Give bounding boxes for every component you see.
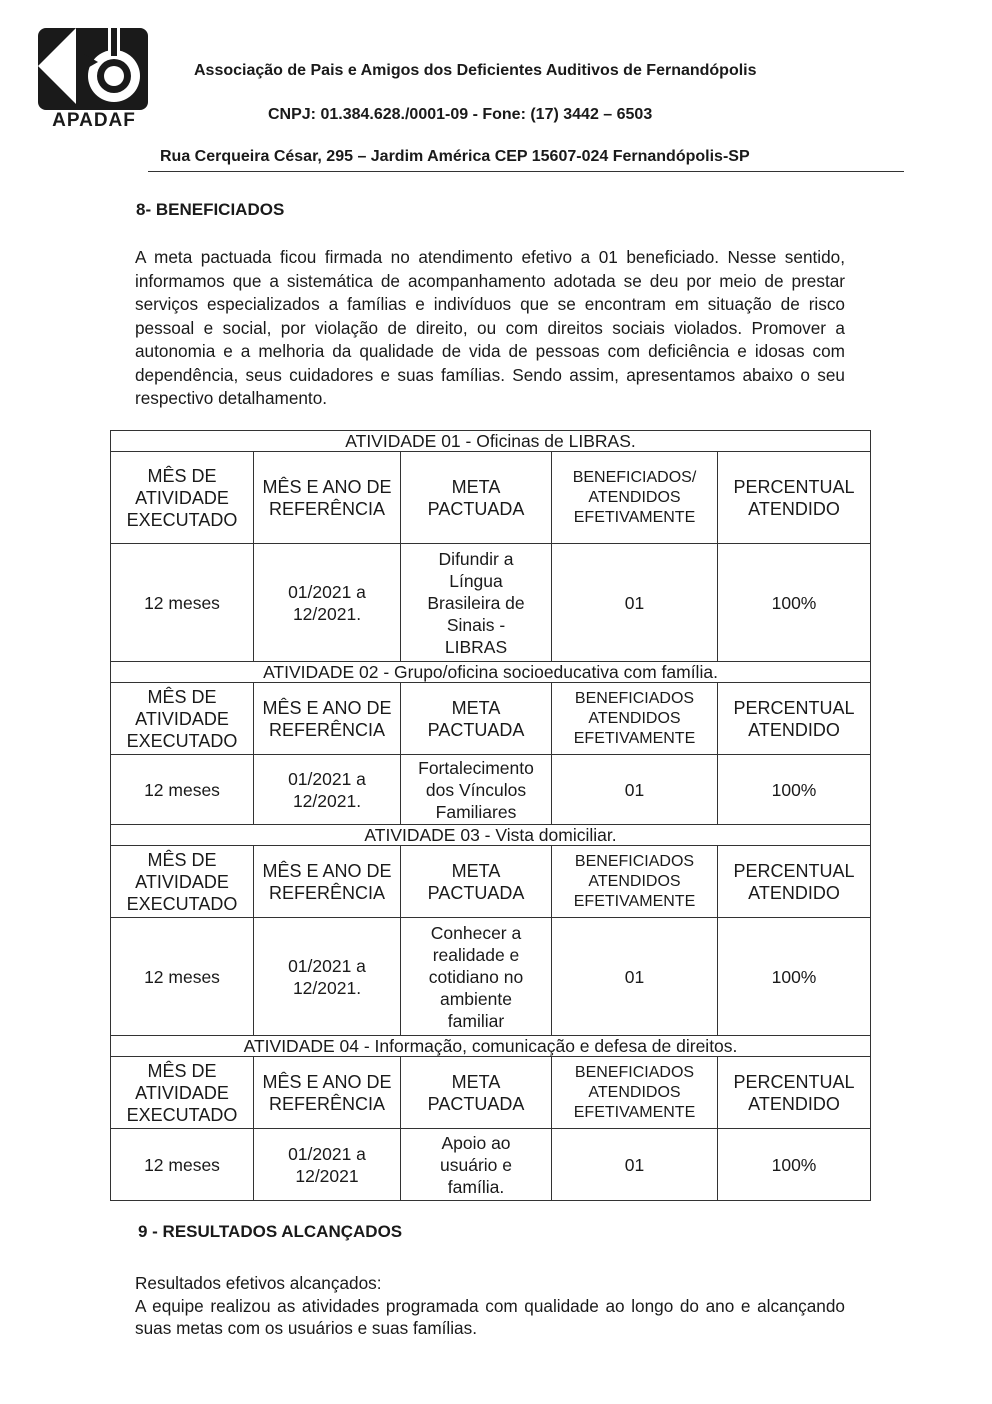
section-9-body: [135, 1272, 845, 1340]
cell-beneficiaries: 01: [552, 544, 718, 662]
header-percentage: PERCENTUAL ATENDIDO: [718, 452, 871, 544]
cell-beneficiaries: 01: [552, 755, 718, 825]
cell-percentage: 100%: [718, 755, 871, 825]
activity-title-row: [111, 1036, 871, 1057]
activity-header-row: [111, 452, 871, 544]
header-percentage: PERCENTUAL ATENDIDO: [718, 683, 871, 755]
header-month-executed: MÊS DE ATIVIDADE EXECUTADO: [111, 846, 254, 918]
activity-data-row: [111, 918, 871, 1036]
cell-months: 12 meses: [111, 544, 254, 662]
activity-data-row: [111, 755, 871, 825]
activity-title: ATIVIDADE 02 - Grupo/oficina socioeducativa com família.: [111, 662, 871, 683]
cell-goal: Apoio ao usuário e família.: [401, 1129, 552, 1201]
cell-reference-period: 01/2021 a 12/2021.: [254, 755, 401, 825]
header-reference-month-year: MÊS E ANO DE REFERÊNCIA: [254, 683, 401, 755]
header-beneficiaries: BENEFICIADOS/ ATENDIDOS EFETIVAMENTE: [552, 452, 718, 544]
cell-reference-period: 01/2021 a 12/2021.: [254, 918, 401, 1036]
header-month-executed: MÊS DE ATIVIDADE EXECUTADO: [111, 1057, 254, 1129]
cnpj-phone: CNPJ: 01.384.628./0001-09 - Fone: (17) 3442 – 6503: [268, 106, 653, 123]
cell-percentage: 100%: [718, 544, 871, 662]
header-month-executed: MÊS DE ATIVIDADE EXECUTADO: [111, 452, 254, 544]
activity-header-row: [111, 683, 871, 755]
results-intro: Resultados efetivos alcançados:: [135, 1273, 382, 1293]
header-agreed-goal: META PACTUADA: [401, 452, 552, 544]
section-8-paragraph: A meta pactuada ficou firmada no atendimento efetivo a 01 beneficiado. Nesse sentido, informamos que a sistemática de acompanhamento adotada se deu por meio de prestar serviços especializados a famílias e indivíduos que se encontram em situação de risco pessoal e social, por violação de direito, ou com direitos sociais violados. Promover a autonomia e a melhoria da qualidade de vida de pessoas com deficiência e idosas com dependência, seus cuidadores e suas famílias. Sendo assim, apresentamos abaixo o seu respectivo detalhamento.: [135, 247, 845, 408]
organization-name: Associação de Pais e Amigos dos Deficientes Auditivos de Fernandópolis: [194, 62, 757, 79]
activity-title-row: [111, 662, 871, 683]
header-divider: [148, 171, 904, 172]
activity-data-row: [111, 544, 871, 662]
cell-goal: Fortalecimento dos Vínculos Familiares: [401, 755, 552, 825]
header-reference-month-year: MÊS E ANO DE REFERÊNCIA: [254, 452, 401, 544]
header-percentage: PERCENTUAL ATENDIDO: [718, 1057, 871, 1129]
results-text: A equipe realizou as atividades programada com qualidade ao longo do ano e alcançando suas metas com os usuários e suas famílias.: [135, 1295, 845, 1338]
header-agreed-goal: META PACTUADA: [401, 846, 552, 918]
cell-percentage: 100%: [718, 918, 871, 1036]
section-8-title: 8- BENEFICIADOS: [136, 200, 285, 219]
cell-months: 12 meses: [111, 1129, 254, 1201]
section-9-title: 9 - RESULTADOS ALCANÇADOS: [138, 1222, 403, 1241]
cell-reference-period: 01/2021 a 12/2021.: [254, 544, 401, 662]
activity-data-row: [111, 1129, 871, 1201]
cell-months: 12 meses: [111, 918, 254, 1036]
header-agreed-goal: META PACTUADA: [401, 1057, 552, 1129]
header-agreed-goal: META PACTUADA: [401, 683, 552, 755]
cell-months: 12 meses: [111, 755, 254, 825]
header-reference-month-year: MÊS E ANO DE REFERÊNCIA: [254, 1057, 401, 1129]
cell-beneficiaries: 01: [552, 1129, 718, 1201]
address: Rua Cerqueira César, 295 – Jardim América CEP 15607-024 Fernandópolis-SP: [160, 148, 750, 165]
activity-title: ATIVIDADE 01 - Oficinas de LIBRAS.: [111, 431, 871, 452]
header-beneficiaries: BENEFICIADOS ATENDIDOS EFETIVAMENTE: [552, 846, 718, 918]
activity-title-row: [111, 431, 871, 452]
activity-title-row: [111, 825, 871, 846]
header-beneficiaries: BENEFICIADOS ATENDIDOS EFETIVAMENTE: [552, 683, 718, 755]
cell-goal: Conhecer a realidade e cotidiano no ambiente familiar: [401, 918, 552, 1036]
header-percentage: PERCENTUAL ATENDIDO: [718, 846, 871, 918]
activity-title: ATIVIDADE 04 - Informação, comunicação e defesa de direitos.: [111, 1036, 871, 1057]
activities-table: [110, 430, 871, 1201]
logo-wordmark: APADAF: [52, 110, 136, 131]
cell-reference-period: 01/2021 a 12/2021: [254, 1129, 401, 1201]
activity-header-row: [111, 846, 871, 918]
cell-goal: Difundir a Língua Brasileira de Sinais - LIBRAS: [401, 544, 552, 662]
activity-title: ATIVIDADE 03 - Vista domiciliar.: [111, 825, 871, 846]
activity-header-row: [111, 1057, 871, 1129]
cell-beneficiaries: 01: [552, 918, 718, 1036]
cell-percentage: 100%: [718, 1129, 871, 1201]
header-reference-month-year: MÊS E ANO DE REFERÊNCIA: [254, 846, 401, 918]
header-beneficiaries: BENEFICIADOS ATENDIDOS EFETIVAMENTE: [552, 1057, 718, 1129]
header-month-executed: MÊS DE ATIVIDADE EXECUTADO: [111, 683, 254, 755]
